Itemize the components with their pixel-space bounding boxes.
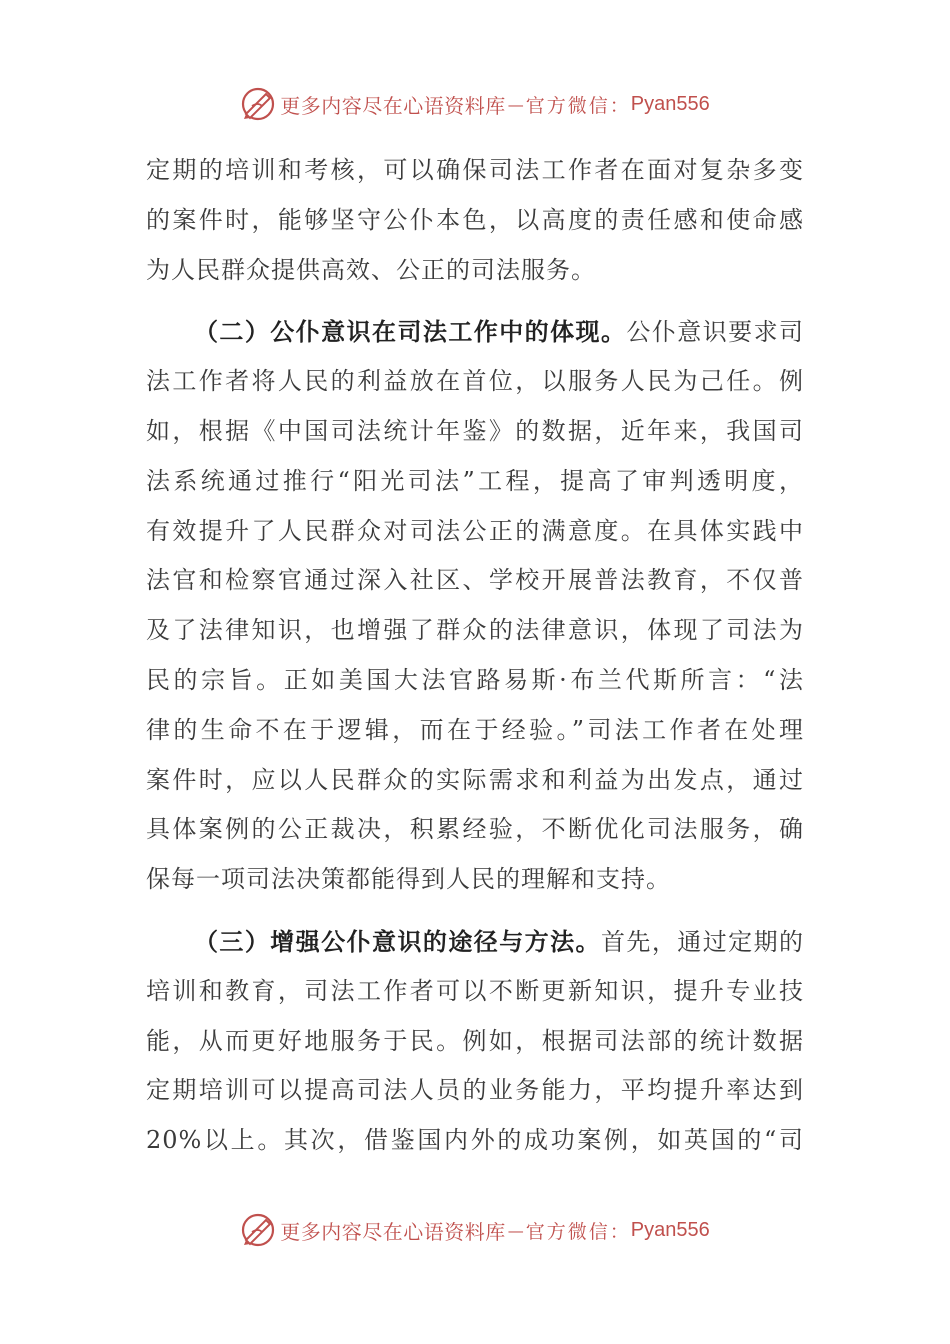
text-line: 如，根据《中国司法统计年鉴》的数据，近年来，我国司 — [146, 416, 804, 445]
text-line: 及了法律知识，也增强了群众的法律意识，体现了司法为 — [146, 616, 804, 645]
banner-title: 更多内容尽在心语资料库 — [280, 1219, 506, 1244]
text-line: 法工作者将人民的利益放在首位，以服务人民为己任。例 — [146, 367, 804, 396]
text-line: 培训和教育，司法工作者可以不断更新知识，提升专业技 — [146, 976, 804, 1005]
text-span: 公仆意识要求司 — [626, 318, 804, 347]
section-heading: （三）增强公仆意识的途径与方法。 — [194, 926, 601, 956]
text-line: 能，从而更好地服务于民。例如，根据司法部的统计数据 — [146, 1026, 804, 1055]
paragraph-continuation — [146, 146, 804, 295]
text-line: 为人民群众提供高效、公正的司法服务。 — [146, 255, 596, 284]
banner-wechat-label: 官方微信： — [525, 1220, 631, 1243]
paragraph-first-line — [146, 307, 804, 357]
text-line: 法官和检察官通过深入社区、学校开展普法教育，不仅普 — [146, 566, 804, 595]
banner-wechat-id: Pyan556 — [630, 92, 710, 115]
banner-separator: — — [507, 94, 524, 114]
header-banner — [0, 84, 950, 124]
text-span: 首先，通过定期的 — [600, 927, 804, 956]
paragraph-section-3 — [146, 917, 804, 1166]
text-line: 的案件时，能够坚守公仆本色，以高度的责任感和使命感 — [146, 205, 804, 234]
paragraph-section-2 — [146, 307, 804, 905]
footer-banner — [0, 1210, 950, 1250]
banner-wechat-label: 官方微信： — [525, 94, 631, 117]
text-line: 有效提升了人民群众对司法公正的满意度。在具体实践中 — [146, 516, 804, 545]
text-line: 法系统通过推行“阳光司法”工程，提高了审判透明度， — [146, 466, 804, 495]
text-line: 具体案例的公正裁决，积累经验，不断优化司法服务，确 — [146, 815, 804, 844]
banner-separator: — — [507, 1220, 524, 1240]
pen-logo-icon — [240, 86, 276, 122]
paragraph-first-line — [146, 917, 804, 967]
text-line: 定期培训可以提高司法人员的业务能力，平均提升率达到 — [146, 1076, 804, 1105]
text-line: 保每一项司法决策都能得到人民的理解和支持。 — [146, 865, 671, 894]
text-line: 民的宗旨。正如美国大法官路易斯·布兰代斯所言：“法 — [146, 665, 804, 694]
text-line: 定期的培训和考核，可以确保司法工作者在面对复杂多变 — [146, 156, 804, 184]
banner-title: 更多内容尽在心语资料库 — [280, 93, 506, 118]
text-line: 案件时，应以人民群众的实际需求和利益为出发点，通过 — [146, 765, 804, 794]
section-heading: （二）公仆意识在司法工作中的体现。 — [194, 317, 627, 347]
pen-logo-icon — [240, 1212, 276, 1248]
text-line: 20%以上。其次，借鉴国内外的成功案例，如英国的“司 — [146, 1126, 804, 1155]
text-line: 律的生命不在于逻辑，而在于经验。”司法工作者在处理 — [146, 715, 804, 744]
banner-wechat-id: Pyan556 — [630, 1218, 710, 1241]
document-body — [146, 146, 804, 1166]
